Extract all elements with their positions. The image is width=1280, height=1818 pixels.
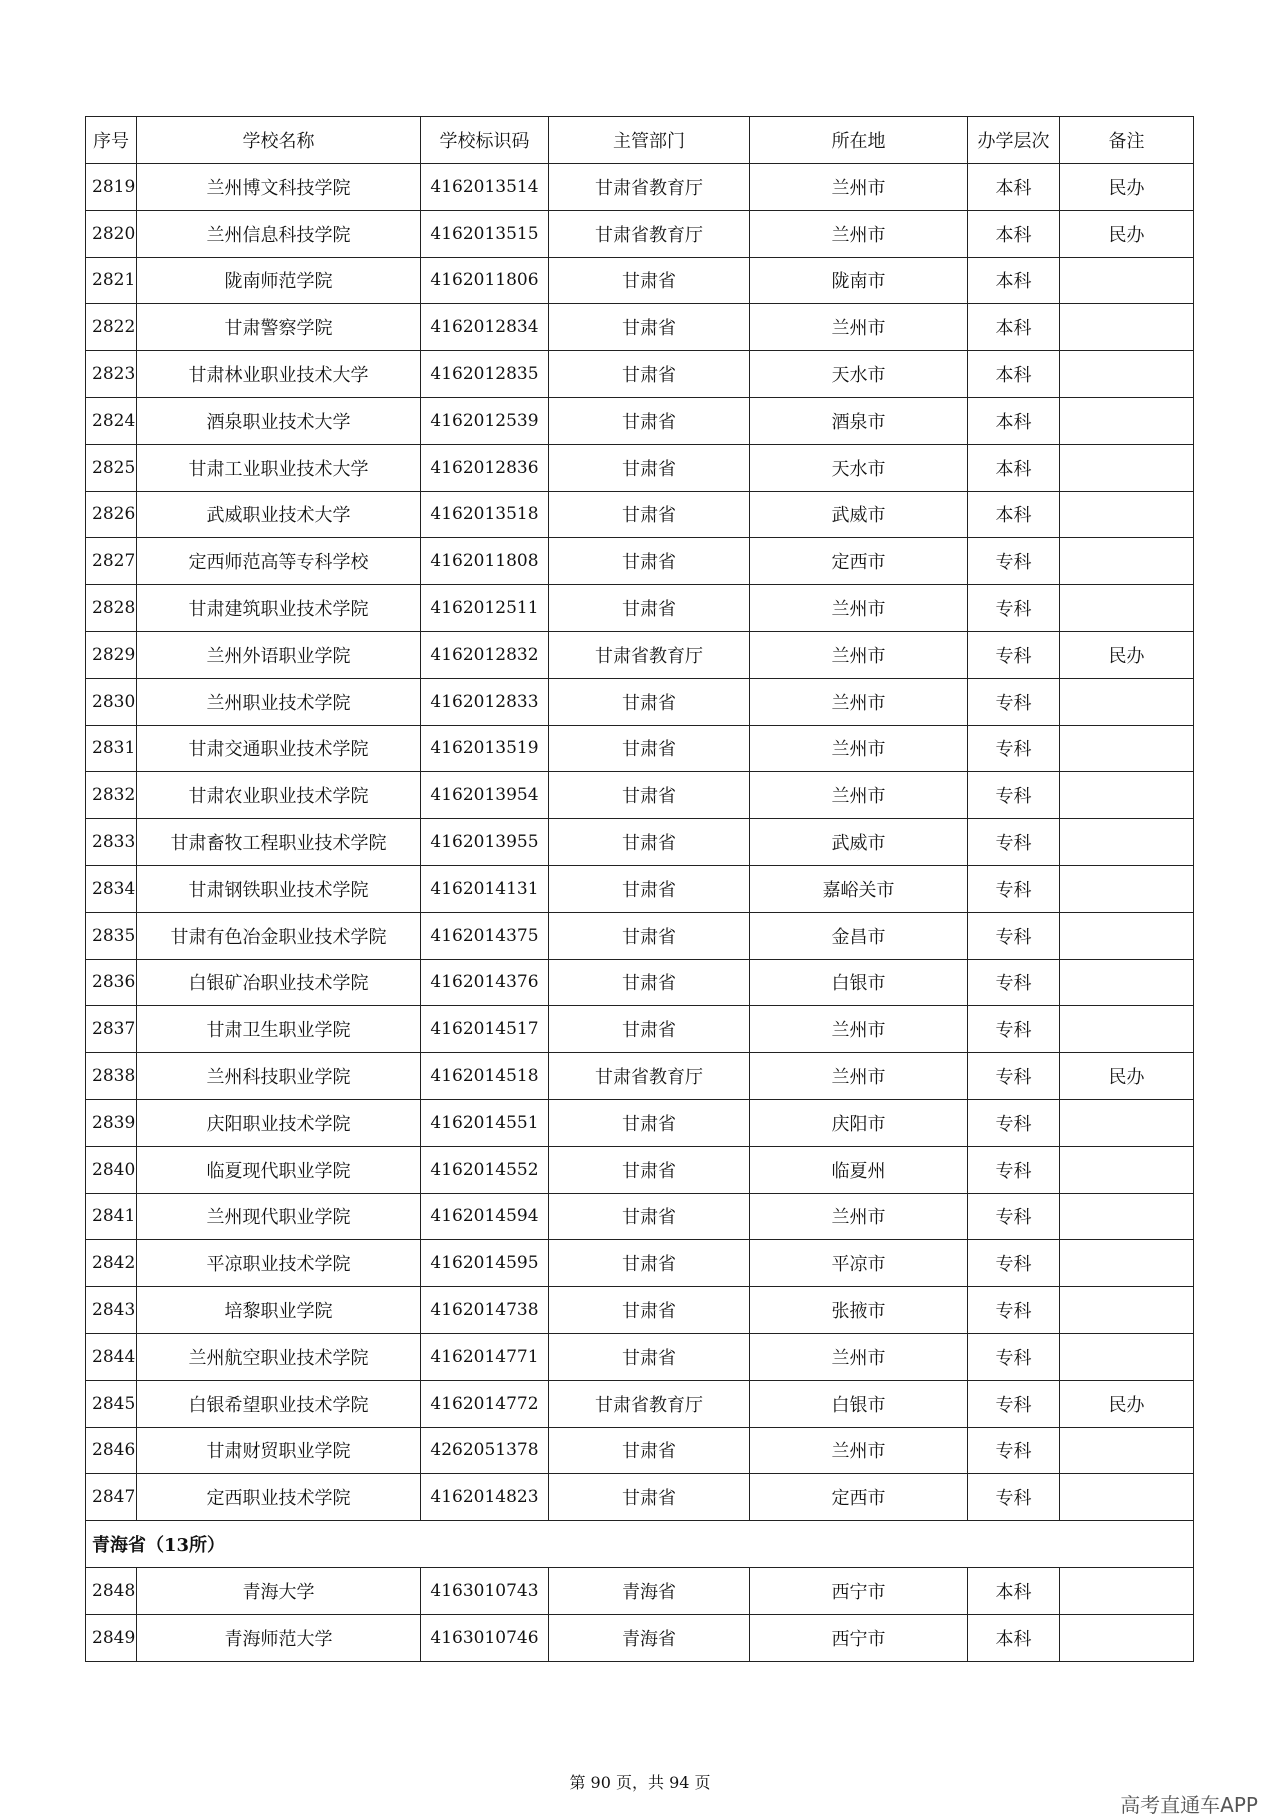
cell-school-code: 4162012511 — [421, 585, 549, 632]
cell-level: 专科 — [968, 865, 1060, 912]
cell-level: 专科 — [968, 1427, 1060, 1474]
cell-school-code: 4162011806 — [421, 257, 549, 304]
cell-school-code: 4162014823 — [421, 1474, 549, 1521]
cell-location: 定西市 — [750, 538, 968, 585]
cell-location: 兰州市 — [750, 164, 968, 211]
cell-seq: 2831 — [86, 725, 137, 772]
cell-school-name: 兰州博文科技学院 — [137, 164, 421, 211]
cell-school-code: 4162011808 — [421, 538, 549, 585]
cell-location: 庆阳市 — [750, 1099, 968, 1146]
cell-location: 天水市 — [750, 351, 968, 398]
cell-school-name: 甘肃警察学院 — [137, 304, 421, 351]
cell-school-code: 4162013518 — [421, 491, 549, 538]
table-row — [86, 1287, 1194, 1334]
cell-location: 平凉市 — [750, 1240, 968, 1287]
cell-school-code: 4162012834 — [421, 304, 549, 351]
cell-location: 金昌市 — [750, 912, 968, 959]
cell-authority: 青海省 — [549, 1614, 750, 1661]
section-row — [86, 1521, 1194, 1568]
column-header-authority: 主管部门 — [549, 117, 750, 164]
cell-location: 酒泉市 — [750, 397, 968, 444]
column-header-level: 办学层次 — [968, 117, 1060, 164]
cell-authority: 甘肃省教育厅 — [549, 210, 750, 257]
cell-school-code: 4162013515 — [421, 210, 549, 257]
cell-school-name: 酒泉职业技术大学 — [137, 397, 421, 444]
cell-remark — [1060, 1474, 1194, 1521]
cell-school-code: 4162013519 — [421, 725, 549, 772]
cell-authority: 甘肃省教育厅 — [549, 164, 750, 211]
cell-school-name: 甘肃有色冶金职业技术学院 — [137, 912, 421, 959]
table-row — [86, 725, 1194, 772]
cell-seq: 2825 — [86, 444, 137, 491]
cell-location: 兰州市 — [750, 772, 968, 819]
table-row — [86, 1427, 1194, 1474]
cell-authority: 甘肃省 — [549, 678, 750, 725]
cell-school-name: 甘肃钢铁职业技术学院 — [137, 865, 421, 912]
cell-level: 专科 — [968, 1193, 1060, 1240]
cell-school-name: 临夏现代职业学院 — [137, 1146, 421, 1193]
cell-authority: 甘肃省 — [549, 959, 750, 1006]
cell-location: 兰州市 — [750, 1006, 968, 1053]
cell-seq: 2832 — [86, 772, 137, 819]
cell-authority: 甘肃省 — [549, 912, 750, 959]
cell-school-name: 甘肃农业职业技术学院 — [137, 772, 421, 819]
table-row — [86, 631, 1194, 678]
cell-seq: 2829 — [86, 631, 137, 678]
cell-seq: 2839 — [86, 1099, 137, 1146]
cell-authority: 甘肃省 — [549, 772, 750, 819]
cell-authority: 甘肃省 — [549, 1193, 750, 1240]
cell-seq: 2828 — [86, 585, 137, 632]
cell-school-code: 4163010746 — [421, 1614, 549, 1661]
cell-school-code: 4162014772 — [421, 1380, 549, 1427]
cell-remark — [1060, 1146, 1194, 1193]
cell-authority: 甘肃省 — [549, 1333, 750, 1380]
cell-remark — [1060, 1333, 1194, 1380]
cell-school-name: 白银矿冶职业技术学院 — [137, 959, 421, 1006]
cell-remark — [1060, 1006, 1194, 1053]
table-header-row — [86, 117, 1194, 164]
cell-location: 武威市 — [750, 819, 968, 866]
cell-seq: 2826 — [86, 491, 137, 538]
cell-level: 本科 — [968, 304, 1060, 351]
cell-remark — [1060, 678, 1194, 725]
cell-remark: 民办 — [1060, 210, 1194, 257]
cell-seq: 2821 — [86, 257, 137, 304]
cell-remark — [1060, 1287, 1194, 1334]
cell-seq: 2843 — [86, 1287, 137, 1334]
cell-seq: 2847 — [86, 1474, 137, 1521]
cell-authority: 甘肃省 — [549, 1146, 750, 1193]
cell-school-code: 4162012836 — [421, 444, 549, 491]
cell-school-code: 4262051378 — [421, 1427, 549, 1474]
cell-authority: 甘肃省 — [549, 538, 750, 585]
cell-seq: 2823 — [86, 351, 137, 398]
cell-remark — [1060, 1614, 1194, 1661]
cell-school-name: 兰州职业技术学院 — [137, 678, 421, 725]
cell-school-name: 兰州信息科技学院 — [137, 210, 421, 257]
cell-school-code: 4162014375 — [421, 912, 549, 959]
table-row — [86, 210, 1194, 257]
cell-school-name: 青海大学 — [137, 1567, 421, 1614]
cell-level: 专科 — [968, 1099, 1060, 1146]
cell-location: 临夏州 — [750, 1146, 968, 1193]
cell-seq: 2827 — [86, 538, 137, 585]
cell-location: 西宁市 — [750, 1614, 968, 1661]
cell-seq: 2836 — [86, 959, 137, 1006]
cell-remark — [1060, 772, 1194, 819]
cell-school-name: 兰州航空职业技术学院 — [137, 1333, 421, 1380]
cell-school-name: 甘肃林业职业技术大学 — [137, 351, 421, 398]
table-row — [86, 257, 1194, 304]
cell-school-name: 青海师范大学 — [137, 1614, 421, 1661]
section-heading-qinghai: 青海省（13所） — [86, 1521, 1194, 1568]
cell-location: 白银市 — [750, 1380, 968, 1427]
cell-school-code: 4162014517 — [421, 1006, 549, 1053]
cell-location: 张掖市 — [750, 1287, 968, 1334]
cell-seq: 2845 — [86, 1380, 137, 1427]
cell-location: 定西市 — [750, 1474, 968, 1521]
cell-school-name: 定西职业技术学院 — [137, 1474, 421, 1521]
cell-seq: 2834 — [86, 865, 137, 912]
cell-authority: 甘肃省 — [549, 257, 750, 304]
cell-school-name: 庆阳职业技术学院 — [137, 1099, 421, 1146]
table-row — [86, 1053, 1194, 1100]
cell-school-name: 武威职业技术大学 — [137, 491, 421, 538]
cell-authority: 青海省 — [549, 1567, 750, 1614]
cell-remark — [1060, 491, 1194, 538]
table-row — [86, 444, 1194, 491]
table-row — [86, 164, 1194, 211]
table-row — [86, 397, 1194, 444]
table-row — [86, 351, 1194, 398]
table-row — [86, 1193, 1194, 1240]
cell-level: 专科 — [968, 1287, 1060, 1334]
cell-level: 本科 — [968, 444, 1060, 491]
cell-remark — [1060, 444, 1194, 491]
table-row — [86, 491, 1194, 538]
cell-school-code: 4162013955 — [421, 819, 549, 866]
cell-remark — [1060, 1240, 1194, 1287]
table-row — [86, 819, 1194, 866]
cell-authority: 甘肃省 — [549, 1474, 750, 1521]
cell-authority: 甘肃省教育厅 — [549, 631, 750, 678]
table-row — [86, 1380, 1194, 1427]
column-header-seq: 序号 — [86, 117, 137, 164]
cell-authority: 甘肃省 — [549, 1240, 750, 1287]
column-header-school-code: 学校标识码 — [421, 117, 549, 164]
cell-level: 专科 — [968, 1146, 1060, 1193]
cell-level: 专科 — [968, 725, 1060, 772]
cell-school-name: 白银希望职业技术学院 — [137, 1380, 421, 1427]
watermark-text: 高考直通车APP — [1120, 1793, 1258, 1817]
cell-location: 兰州市 — [750, 1333, 968, 1380]
cell-remark — [1060, 585, 1194, 632]
cell-location: 西宁市 — [750, 1567, 968, 1614]
cell-remark — [1060, 725, 1194, 772]
cell-seq: 2819 — [86, 164, 137, 211]
column-header-school-name: 学校名称 — [137, 117, 421, 164]
cell-level: 本科 — [968, 491, 1060, 538]
cell-school-name: 甘肃工业职业技术大学 — [137, 444, 421, 491]
cell-location: 兰州市 — [750, 585, 968, 632]
cell-seq: 2838 — [86, 1053, 137, 1100]
cell-school-code: 4162012835 — [421, 351, 549, 398]
cell-seq: 2840 — [86, 1146, 137, 1193]
cell-school-name: 兰州科技职业学院 — [137, 1053, 421, 1100]
cell-level: 专科 — [968, 538, 1060, 585]
cell-authority: 甘肃省 — [549, 491, 750, 538]
cell-school-name: 甘肃畜牧工程职业技术学院 — [137, 819, 421, 866]
cell-level: 专科 — [968, 772, 1060, 819]
cell-authority: 甘肃省 — [549, 351, 750, 398]
cell-school-code: 4162014376 — [421, 959, 549, 1006]
cell-authority: 甘肃省 — [549, 304, 750, 351]
cell-remark — [1060, 257, 1194, 304]
cell-authority: 甘肃省 — [549, 1006, 750, 1053]
cell-seq: 2848 — [86, 1567, 137, 1614]
cell-authority: 甘肃省 — [549, 397, 750, 444]
cell-location: 兰州市 — [750, 1427, 968, 1474]
cell-remark: 民办 — [1060, 631, 1194, 678]
cell-level: 本科 — [968, 1567, 1060, 1614]
cell-school-code: 4162014551 — [421, 1099, 549, 1146]
cell-authority: 甘肃省 — [549, 585, 750, 632]
cell-school-name: 甘肃财贸职业学院 — [137, 1427, 421, 1474]
cell-level: 专科 — [968, 585, 1060, 632]
cell-remark — [1060, 1193, 1194, 1240]
cell-seq: 2842 — [86, 1240, 137, 1287]
cell-location: 兰州市 — [750, 631, 968, 678]
cell-school-code: 4162012832 — [421, 631, 549, 678]
cell-school-code: 4163010743 — [421, 1567, 549, 1614]
cell-remark — [1060, 819, 1194, 866]
cell-school-code: 4162014594 — [421, 1193, 549, 1240]
cell-level: 专科 — [968, 1333, 1060, 1380]
cell-remark — [1060, 538, 1194, 585]
cell-authority: 甘肃省 — [549, 865, 750, 912]
cell-authority: 甘肃省教育厅 — [549, 1380, 750, 1427]
cell-location: 陇南市 — [750, 257, 968, 304]
table-row — [86, 1614, 1194, 1661]
cell-seq: 2844 — [86, 1333, 137, 1380]
cell-location: 兰州市 — [750, 678, 968, 725]
table-row — [86, 678, 1194, 725]
cell-remark: 民办 — [1060, 1380, 1194, 1427]
cell-seq: 2822 — [86, 304, 137, 351]
cell-school-name: 培黎职业学院 — [137, 1287, 421, 1334]
cell-remark — [1060, 397, 1194, 444]
cell-level: 专科 — [968, 678, 1060, 725]
cell-location: 兰州市 — [750, 210, 968, 257]
cell-location: 白银市 — [750, 959, 968, 1006]
cell-authority: 甘肃省 — [549, 1287, 750, 1334]
cell-seq: 2837 — [86, 1006, 137, 1053]
cell-location: 武威市 — [750, 491, 968, 538]
cell-seq: 2835 — [86, 912, 137, 959]
table-row — [86, 865, 1194, 912]
cell-location: 嘉峪关市 — [750, 865, 968, 912]
cell-school-code: 4162014131 — [421, 865, 549, 912]
cell-level: 本科 — [968, 210, 1060, 257]
cell-seq: 2830 — [86, 678, 137, 725]
cell-seq: 2841 — [86, 1193, 137, 1240]
cell-school-code: 4162014552 — [421, 1146, 549, 1193]
table-row — [86, 585, 1194, 632]
cell-level: 本科 — [968, 397, 1060, 444]
cell-location: 兰州市 — [750, 725, 968, 772]
cell-school-code: 4162014771 — [421, 1333, 549, 1380]
cell-seq: 2846 — [86, 1427, 137, 1474]
cell-level: 专科 — [968, 1474, 1060, 1521]
cell-location: 兰州市 — [750, 1193, 968, 1240]
cell-level: 专科 — [968, 1053, 1060, 1100]
cell-school-name: 平凉职业技术学院 — [137, 1240, 421, 1287]
cell-school-name: 甘肃建筑职业技术学院 — [137, 585, 421, 632]
table-row — [86, 959, 1194, 1006]
cell-school-code: 4162014595 — [421, 1240, 549, 1287]
cell-remark — [1060, 1427, 1194, 1474]
page-number: 第 90 页，共 94 页 — [569, 1773, 711, 1792]
table-row — [86, 1474, 1194, 1521]
table-row — [86, 1006, 1194, 1053]
cell-school-name: 甘肃卫生职业学院 — [137, 1006, 421, 1053]
cell-authority: 甘肃省 — [549, 725, 750, 772]
cell-remark — [1060, 351, 1194, 398]
cell-level: 本科 — [968, 351, 1060, 398]
cell-seq: 2849 — [86, 1614, 137, 1661]
cell-remark — [1060, 865, 1194, 912]
table-row — [86, 1567, 1194, 1614]
cell-school-code: 4162013954 — [421, 772, 549, 819]
cell-seq: 2824 — [86, 397, 137, 444]
table-row — [86, 538, 1194, 585]
school-list-table — [85, 116, 1194, 1662]
cell-school-code: 4162014738 — [421, 1287, 549, 1334]
cell-level: 本科 — [968, 164, 1060, 211]
cell-seq: 2820 — [86, 210, 137, 257]
cell-authority: 甘肃省 — [549, 1099, 750, 1146]
table-row — [86, 304, 1194, 351]
table-row — [86, 1240, 1194, 1287]
cell-remark — [1060, 1567, 1194, 1614]
cell-remark — [1060, 1099, 1194, 1146]
cell-level: 专科 — [968, 819, 1060, 866]
cell-school-code: 4162012833 — [421, 678, 549, 725]
cell-location: 兰州市 — [750, 1053, 968, 1100]
cell-level: 专科 — [968, 1380, 1060, 1427]
cell-level: 专科 — [968, 1240, 1060, 1287]
cell-location: 兰州市 — [750, 304, 968, 351]
cell-level: 专科 — [968, 1006, 1060, 1053]
cell-level: 专科 — [968, 912, 1060, 959]
column-header-remark: 备注 — [1060, 117, 1194, 164]
table-body — [86, 164, 1194, 1662]
cell-remark: 民办 — [1060, 164, 1194, 211]
table-row — [86, 772, 1194, 819]
cell-school-name: 定西师范高等专科学校 — [137, 538, 421, 585]
cell-level: 专科 — [968, 959, 1060, 1006]
table-row — [86, 1333, 1194, 1380]
cell-level: 本科 — [968, 1614, 1060, 1661]
cell-school-name: 陇南师范学院 — [137, 257, 421, 304]
table-row — [86, 1146, 1194, 1193]
column-header-location: 所在地 — [750, 117, 968, 164]
cell-school-name: 兰州外语职业学院 — [137, 631, 421, 678]
table-row — [86, 1099, 1194, 1146]
cell-level: 本科 — [968, 257, 1060, 304]
cell-authority: 甘肃省 — [549, 1427, 750, 1474]
cell-remark — [1060, 959, 1194, 1006]
cell-authority: 甘肃省教育厅 — [549, 1053, 750, 1100]
table-row — [86, 912, 1194, 959]
cell-remark: 民办 — [1060, 1053, 1194, 1100]
cell-seq: 2833 — [86, 819, 137, 866]
cell-school-name: 兰州现代职业学院 — [137, 1193, 421, 1240]
cell-school-code: 4162012539 — [421, 397, 549, 444]
cell-school-code: 4162013514 — [421, 164, 549, 211]
cell-remark — [1060, 304, 1194, 351]
cell-authority: 甘肃省 — [549, 819, 750, 866]
cell-authority: 甘肃省 — [549, 444, 750, 491]
cell-school-code: 4162014518 — [421, 1053, 549, 1100]
cell-remark — [1060, 912, 1194, 959]
cell-location: 天水市 — [750, 444, 968, 491]
cell-school-name: 甘肃交通职业技术学院 — [137, 725, 421, 772]
cell-level: 专科 — [968, 631, 1060, 678]
